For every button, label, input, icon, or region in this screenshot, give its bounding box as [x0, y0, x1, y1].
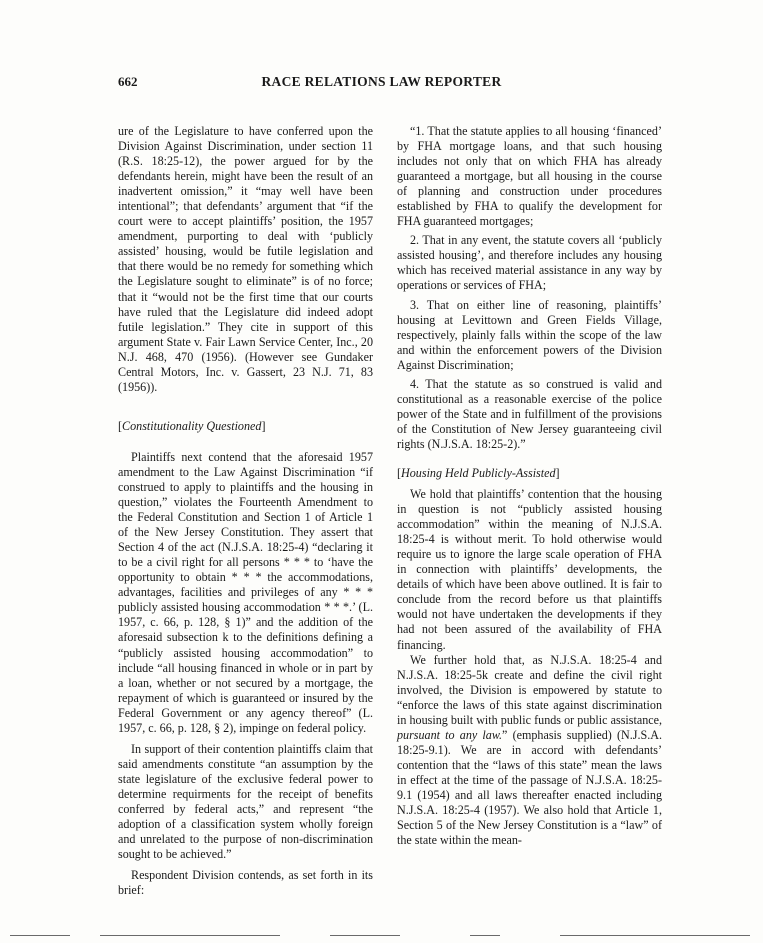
- text-span: ” (emphasis supplied) (N.J.S.A. 18:25-9.1). We are in accord with defendants’ contention that the “laws of this state” mean the laws in effect at the time of the passage of N.J.S.A. 18:25-9.1 (1954) and all laws thereafter enacted including N.J.S.A. 18:25-4 (1957). We also hold that Article 1, Section 5 of the New Jersey Constitution is a “law” of the state within the mean-: [397, 727, 662, 848]
- paragraph: ure of the Legislature to have conferred upon the Division Against Discrimination, under section 11 (R.S. 18:25-12), the power argued for by the defendants herein, might have been the result of an inadvertent omission,” it “may well have been intentional”; that defendants’ argument that “if the court were to accept plaintiffs’ position, the 1957 amendment, purporting to deal with ‘publicly assisted’ housing, would be futile legislation and that there would be no remedy for something which the Legislature sought to eliminate” is of no force; that it “would not be the first time that our courts have ruled that the Legislature did indeed adopt futile legislation.” They cite in support of this argument State v. Fair Lawn Service Center, Inc., 20 N.J. 468, 470 (1956). (However see Gundaker Central Motors, Inc. v. Gassert, 23 N.J. 71, 83 (1956)).: [118, 124, 373, 394]
- section-heading: [Housing Held Publicly-Assisted]: [397, 465, 560, 480]
- left-column: [118, 124, 373, 898]
- paragraph: Plaintiffs next contend that the aforesaid 1957 amendment to the Law Against Discrimination “if construed to apply to plaintiffs and the housing in question,” violates the Fourteenth Amendment to the Federal Constitution and Section 1 of Article 1 of the New Jersey Constitution. They assert that Section 4 of the act (N.J.S.A. 18:25-4) “declaring it to be a civil right for all persons * * * to ‘have the opportunity to obtain * * * the accommodations, advantages, facilities and privileges of any * * * publicly assisted housing accommodation * * *.’ (L. 1957, c. 66, p. 128, § 1)” and the addition of the aforesaid subsection k to the definitions defining a “publicly assisted housing accommodation” to include “all housing financed in whole or in part by a loan, whether or not secured by a mortgage, the repayment of which is guaranteed or insured by the Federal Government or any agency thereof” (L. 1957, c. 66, p. 128, § 2), impinge on federal policy.: [118, 449, 373, 735]
- text-span: We further hold that, as N.J.S.A. 18:25-4 and N.J.S.A. 18:25-5k create and define the civil right involved, the Division is empowered by statute to “enforce the laws of this state against discrimination in housing built with public funds or public assistance,: [397, 652, 662, 727]
- paragraph: [397, 653, 662, 849]
- section-heading-text: Housing Held Publicly-Assisted: [401, 465, 556, 480]
- running-title: RACE RELATIONS LAW REPORTER: [261, 74, 502, 89]
- page-number: 662: [118, 74, 138, 89]
- paragraph: In support of their contention plaintiffs claim that said amendments constitute “an assumption by the state legislature of the exclusive federal power to determine requirments for the receipt of benefits conferred by federal acts,” and represent “the adoption of a classification system wholly foreign and unrelated to the purpose of non-discrimination sought to be achieved.”: [118, 741, 373, 862]
- right-column: [397, 124, 662, 848]
- section-heading: [Constitutionality Questioned]: [118, 418, 266, 433]
- footer-rule: [0, 935, 763, 938]
- section-heading-text: Constitutionality Questioned: [122, 418, 262, 433]
- paragraph: Respondent Division contends, as set forth in its brief:: [118, 868, 373, 898]
- list-item: 3. That on either line of reasoning, plaintiffs’ housing at Levittown and Green Fields Village, respectively, plainly falls within the scope of the law and within the enforcement powers of the Division Against Discrimination;: [397, 297, 662, 372]
- quoted-list: [397, 124, 662, 452]
- paragraph: We hold that plaintiffs’ contention that the housing in question is not “publicly assisted housing accommodation” within the meaning of N.J.S.A. 18:25-4 is without merit. To hold otherwise would require us to ignore the large scale operation of FHA in connection with plaintiffs’ developments, the details of which have been above outlined. It is fair to conclude from the record before us that plaintiffs would not have undertaken the developments if they had not been assured of the availability of FHA financing.: [397, 487, 662, 652]
- emphasis-text: pursuant to any law.: [397, 727, 503, 742]
- list-item: 2. That in any event, the statute covers all ‘publicly assisted housing’, and therefore includes any housing which has received material assistance in any way by operations or services of FHA;: [397, 233, 662, 293]
- list-item: 4. That the statute as so construed is valid and constitutional as a reasonable exercise of the police power of the State and in fulfillment of the provisions of the Constitution of New Jersey guaranteeing civil rights (N.J.S.A. 18:25-2).”: [397, 376, 662, 451]
- page-header: [0, 74, 763, 96]
- list-item: “1. That the statute applies to all housing ‘financed’ by FHA mortgage loans, and that such housing includes not only that on which FHA has already guaranteed a mortgage, but all housing in the course of planning and construction under procedures established by FHA to qualify the development for FHA guaranteed mortgages;: [397, 124, 662, 229]
